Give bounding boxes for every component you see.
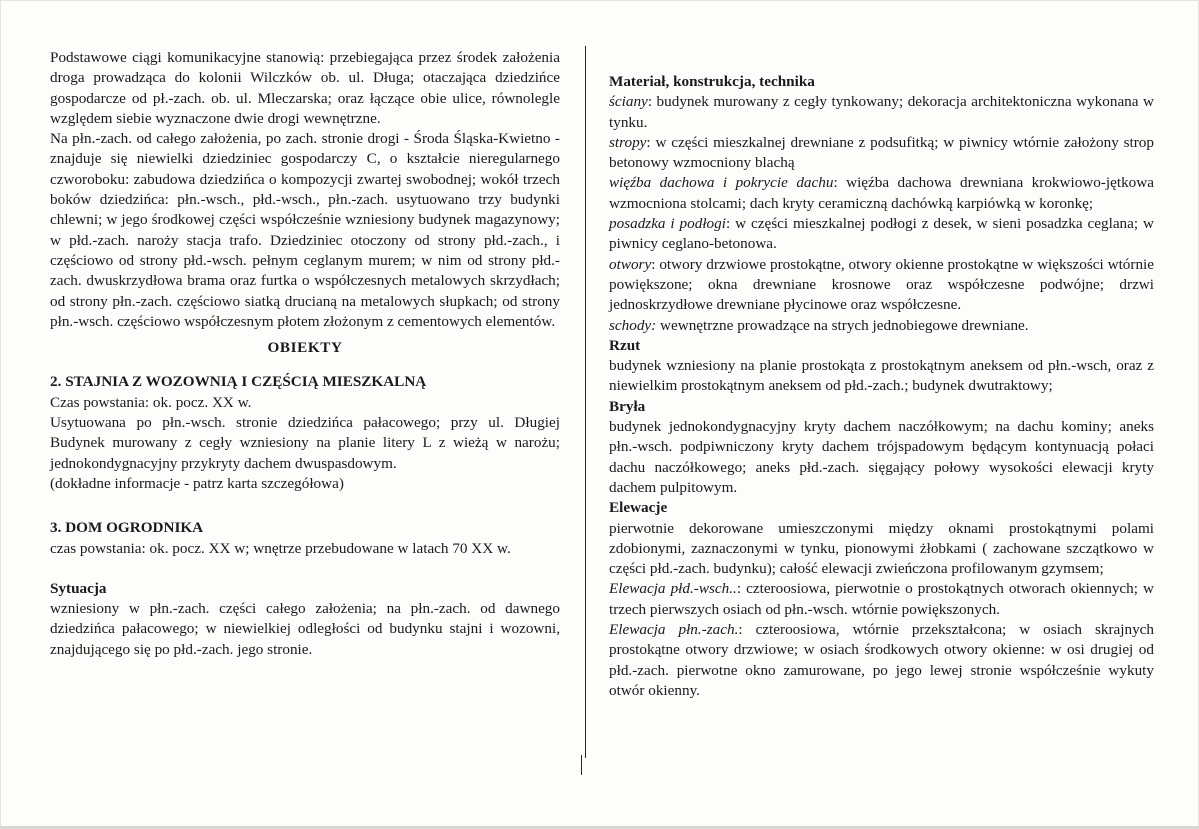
material-floors	[609, 214, 1154, 255]
elewacja-northwest-text: : czteroosiowa, wtórnie przekształcona; w osiach skrajnych prostokątne otwory drzwiowe; w osiach środkowych otwory okienne: w osi drugiej od płd.-zach. pierwotne okno zamurowane, po jego lewej stronie współcześnie wykuty otwór okienny.	[609, 621, 1154, 699]
material-stairs-text: wewnętrzne prowadzące na strych jednobiegowe drewniane.	[656, 316, 1029, 334]
object-2-location: Usytuowana po płn.-wsch. stronie dziedzińca pałacowego; przy ul. Długiej Budynek murowany z cegły wzniesiony na planie litery L z wieżą w narożu; jednokondygnacyjny przykryty dachem dwuspasdowym.	[50, 414, 560, 472]
objects-heading: OBIEKTY	[267, 339, 343, 357]
material-stairs-label: schody:	[609, 316, 657, 334]
object-3-time: czas powstania: ok. pocz. XX w; wnętrze przebudowane w latach 70 XX w.	[50, 539, 511, 557]
intro-paragraph-2: Na płn.-zach. od całego założenia, po zach. stronie drogi - Środa Śląska-Kwietno -znajduje się niewielki dziedziniec gospodarczy C, o kształcie nieregularnego czworoboku: zabudowa dziedzińca o kompozycji zwartej swobodnej; wokół trzech boków dziedzińca: płn.-wsch., płd.-wsch., płn.-zach. usytuowano trzy budynki chlewni; w jego środkowej części współcześnie wzniesiony budynek magazynowy; w płd.-zach. naroży stacja trafo. Dziedziniec otoczony od strony płd.-zach., i częściowo od strony płd.-wsch. pełnym ceglanym murem; w nim od strony płd.-zach. dwuskrzydłowa brama oraz furtka o współczesnych metalowych skrzydłach; od strony płn.-zach. częściowo siatką drucianą na metalowych słupkach; od strony płn.-wsch. częściowo współczesnym płotem złożonym z cementowych elementów.	[50, 130, 560, 330]
object-3-heading: 3. DOM OGRODNIKA	[50, 519, 204, 537]
intro-paragraph-1: Podstawowe ciągi komunikacyjne stanowią: przebiegająca przez środek założenia droga prowadząca do kolonii Wilczków ob. ul. Długa; otaczająca dziedzińce gospodarcze od pł.-zach. ob. ul. Mleczarska; oraz łączące obie ulice, równolegle względem siebie wyznaczone dwie drogi wewnętrzne.	[50, 49, 560, 127]
left-column	[50, 48, 560, 660]
rzut-heading: Rzut	[609, 336, 641, 354]
rzut-text: budynek wzniesiony na planie prostokąta z prostokątnym aneksem od płn.-wsch, oraz z niewielkim prostokątnym aneksem od płd.-zach.; budynek dwutraktowy;	[609, 357, 1154, 395]
material-ceilings-text: : w części mieszkalnej drewniane z podsufitką; w piwnicy wtórnie założony strop betonowy wzmocniony blachą	[609, 133, 1154, 172]
object-2-time: Czas powstania: ok. pocz. XX w.	[50, 393, 252, 411]
object-2-note: (dokładne informacje - patrz karta szczegółowa)	[50, 474, 344, 492]
elewacja-northwest	[609, 620, 1154, 701]
material-walls	[609, 92, 1154, 133]
object-3-situation-heading: Sytuacja	[50, 579, 107, 597]
material-stairs	[609, 316, 1154, 336]
material-roof-label: więźba dachowa i pokrycie dachu	[609, 174, 834, 192]
material-heading: Materiał, konstrukcja, technika	[609, 73, 815, 90]
bryla-heading: Bryła	[609, 397, 646, 415]
material-walls-label: ściany	[609, 93, 648, 111]
material-floors-text: : w części mieszkalnej podłogi z desek, w sieni posadzka ceglana; w piwnicy ceglano-betonowa.	[609, 215, 1154, 253]
elewacja-southeast-text: : czteroosiowa, pierwotnie o prostokątnych otworach okiennych; w trzech pierwszych osiach od płn.-wsch. wtórnie powiększonych.	[609, 580, 1155, 618]
material-ceilings	[609, 133, 1154, 174]
elewacja-northwest-label: Elewacja płn.-zach.	[609, 621, 739, 639]
elewacje-text: pierwotnie dekorowane umieszczonymi między oknami prostokątnymi polami zdobionymi, zaznaczonymi w tynku, pionowymi żłobkami ( zachowane szczątkowo w części płd.-zach. budynku); całość elewacji zwieńczona profilowanym gzymsem;	[609, 519, 1154, 578]
elewacja-southeast	[609, 579, 1154, 620]
material-floors-label: posadzka i podłogi	[609, 215, 726, 233]
material-roof	[609, 173, 1154, 214]
object-2-heading: 2. STAJNIA Z WOZOWNIĄ I CZĘŚCIĄ MIESZKALNĄ	[50, 373, 427, 391]
bryla-text: budynek jednokondygnacyjny kryty dachem naczółkowym; na dachu kominy; aneks płn.-wsch. podpiwniczony kryty dachem trójspadowym będącym kontynuacją połaci dachu naczółkowego; aneks płd.-zach. sięgający połowy wysokości elewacji kryty dachem pulpitowym.	[609, 418, 1154, 496]
column-divider	[585, 46, 586, 758]
object-3-situation-text: wzniesiony w płn.-zach. części całego założenia; na płn.-zach. od dawnego dziedzińca pałacowego; w niewielkiej odległości od budynku stajni i wozowni, znajdującego się po płd.-zach. jego stronie.	[50, 600, 560, 658]
column-divider-lower	[581, 755, 582, 775]
material-ceilings-label: stropy	[609, 133, 647, 151]
material-openings-text: : otwory drzwiowe prostokątne, otwory okienne prostokątne w większości wtórnie powiększone; okna drewniane krosnowe oraz współczesne podwójne; drzwi jednoskrzydłowe drewniane płycinowe oraz współczesne.	[609, 255, 1154, 314]
material-roof-text: : więźba dachowa drewniana krokwiowo-jętkowa wzmocniona stolcami; dach kryty ceramiczną dachówką karpiówką w koronkę;	[609, 174, 1154, 212]
material-walls-text: : budynek murowany z cegły tynkowany; dekoracja architektoniczna wykonana w tynku.	[609, 93, 1154, 131]
right-column	[609, 72, 1154, 701]
material-openings	[609, 255, 1154, 316]
material-openings-label: otwory	[609, 255, 652, 273]
elewacja-southeast-label: Elewacja płd.-wsch..	[609, 580, 737, 598]
elewacje-heading: Elewacje	[609, 499, 668, 517]
